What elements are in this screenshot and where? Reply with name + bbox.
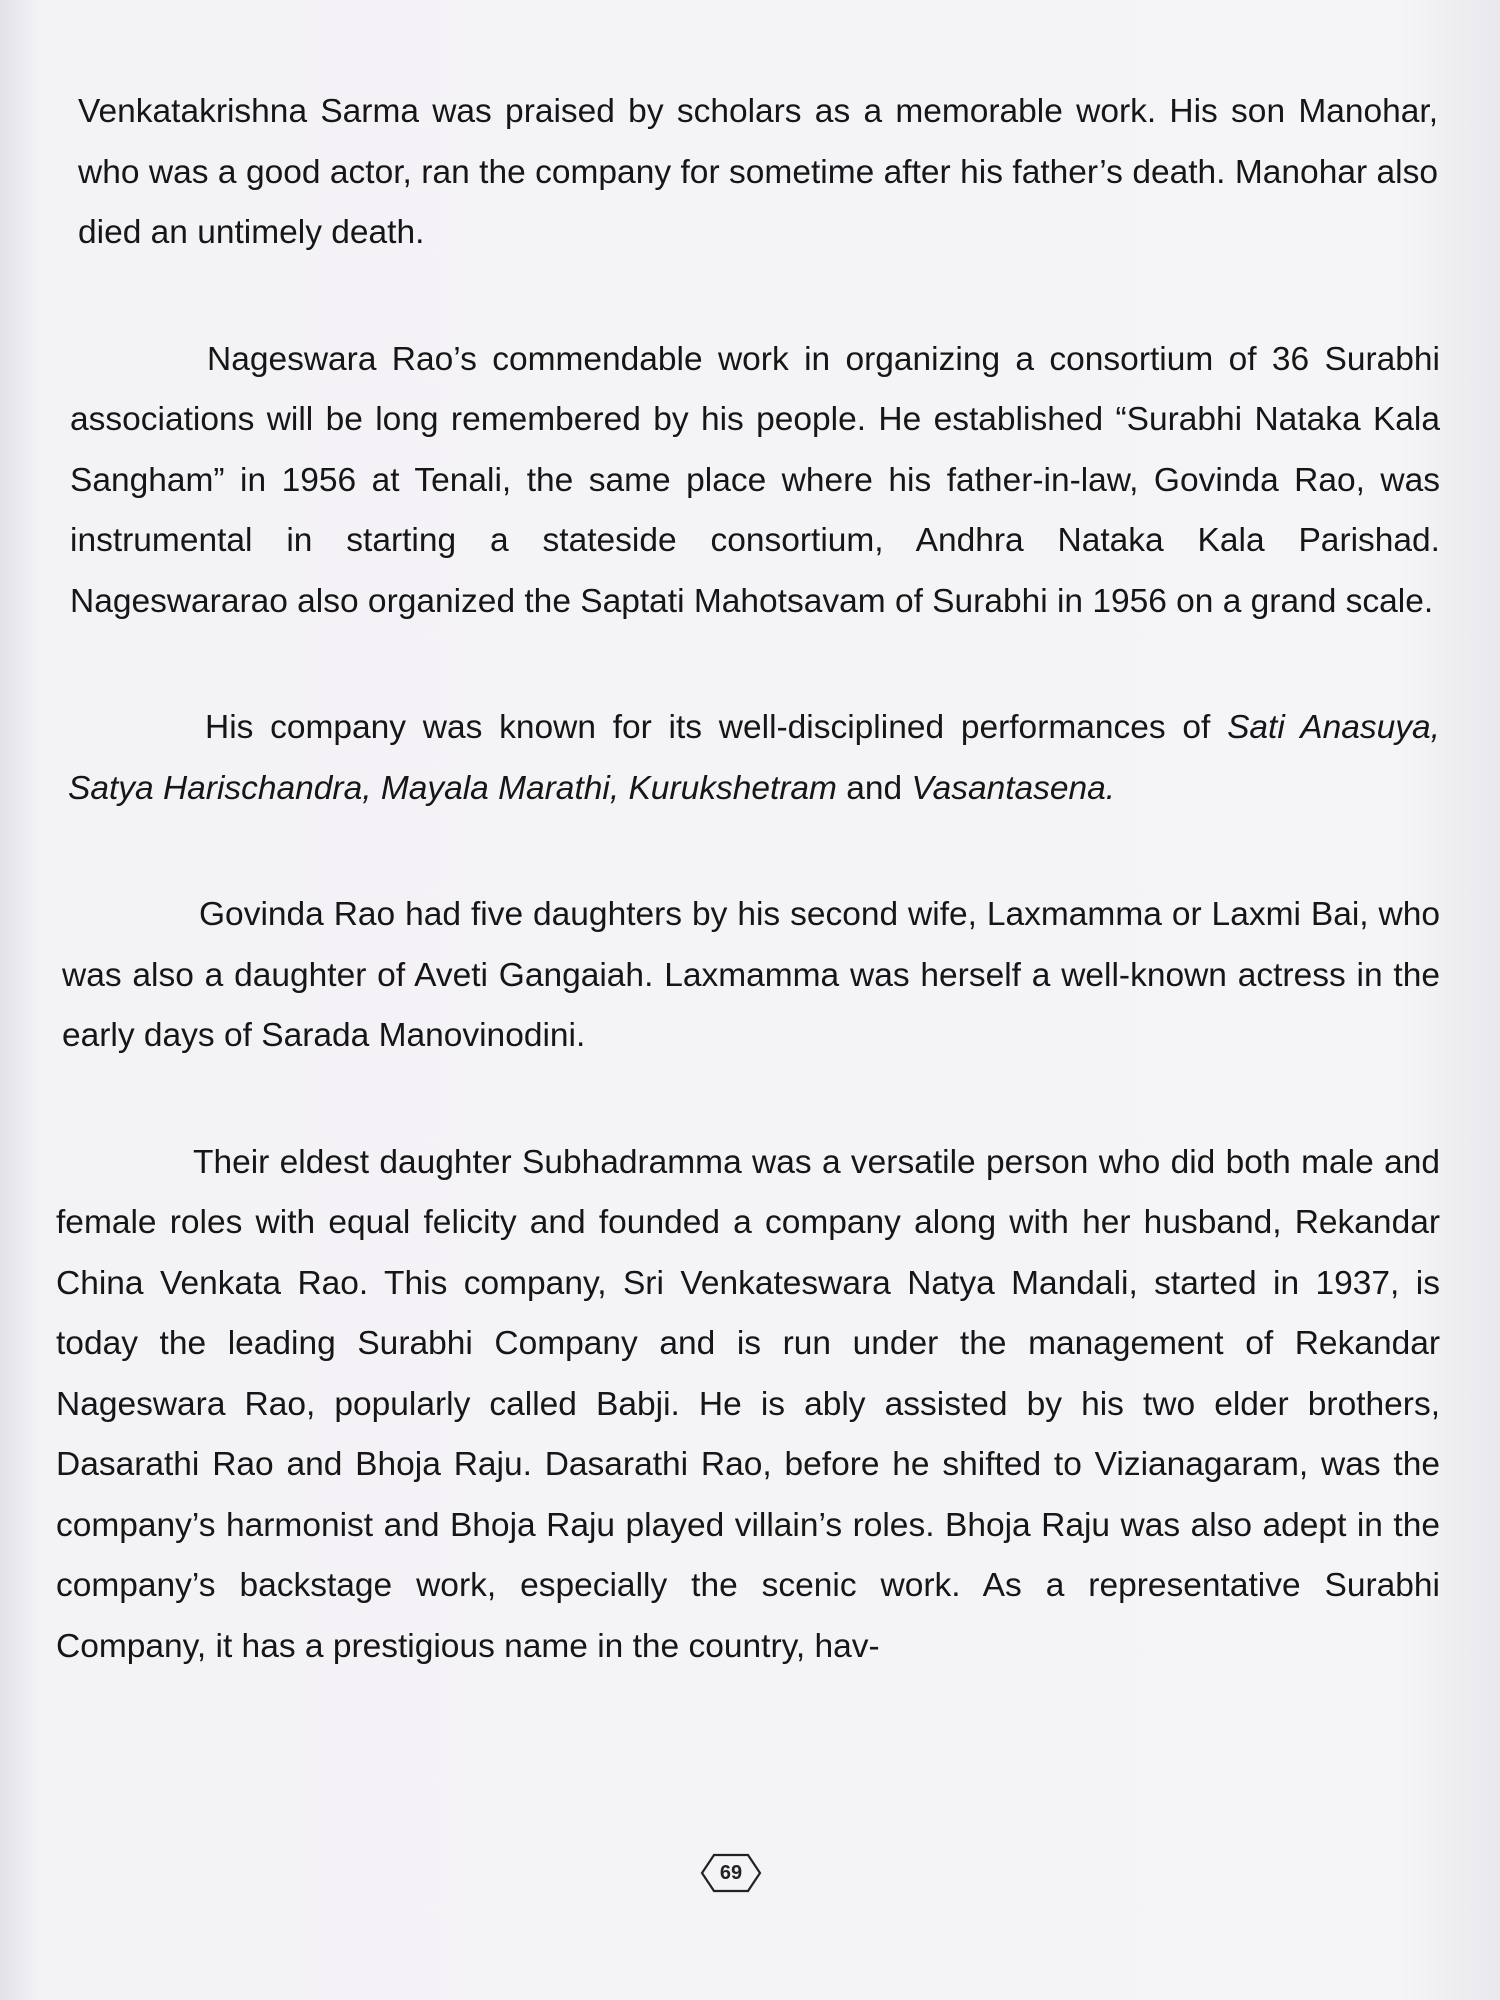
- paragraph-3-lead: His company was known for its well-disciplined performances of: [205, 709, 1228, 746]
- play-titles: Sati Anasuya, Satya Harischandra, Mayala Marathi, Kurukshetram: [68, 709, 1440, 807]
- play-title-last: Vasantasena.: [911, 769, 1116, 807]
- paragraph-1: Venkatakrishna Sarma was praised by scholars as a memorable work. His son Manohar, who was a good actor, ran the company for sometime after his father’s death. Manohar also died an untimely death.: [78, 93, 1438, 251]
- paragraph-5: Their eldest daughter Subhadramma was a versatile person who did both male and female roles with equal felicity and founded a company along with her husband, Rekandar China Venkata Rao. This company, Sri Venkateswara Natya Mandali, started in 1937, is today the leading Surabhi Company and is run under the management of Rekandar Nageswara Rao, popularly called Babji. He is ably assisted by his two elder brothers, Dasarathi Rao and Bhoja Raju. Dasarathi Rao, before he shifted to Vizianagaram, was the company’s harmonist and Bhoja Raju played villain’s roles. Bhoja Raju was also adept in the company’s backstage work, especially the scenic work. As a representative Surabhi Company, it has a prestigious name in the country, hav-: [56, 1143, 1440, 1665]
- paragraph-2: Nageswara Rao’s commendable work in organizing a consortium of 36 Surabhi associations will be long remembered by his people. He established “Surabhi Nataka Kala Sangham” in 1956 at Tenali, the same place where his father-in-law, Govinda Rao, was instrumental in starting a stateside consortium, Andhra Nataka Kala Parishad. Nageswararao also organized the Saptati Mahotsavam of Surabhi in 1956 on a grand scale.: [70, 340, 1440, 620]
- paragraph-3-and: and: [836, 769, 912, 807]
- paragraph-4: Govinda Rao had five daughters by his second wife, Laxmamma or Laxmi Bai, who was also a daughter of Aveti Gangaiah. Laxmamma was herself a well-known actress in the early days of Sarada Manovinodini.: [62, 896, 1440, 1054]
- page-number: 69: [719, 1862, 743, 1884]
- page-number-badge: [700, 1853, 762, 1893]
- page-text-block: [50, 82, 1450, 1677]
- paragraph-3: [68, 698, 1440, 819]
